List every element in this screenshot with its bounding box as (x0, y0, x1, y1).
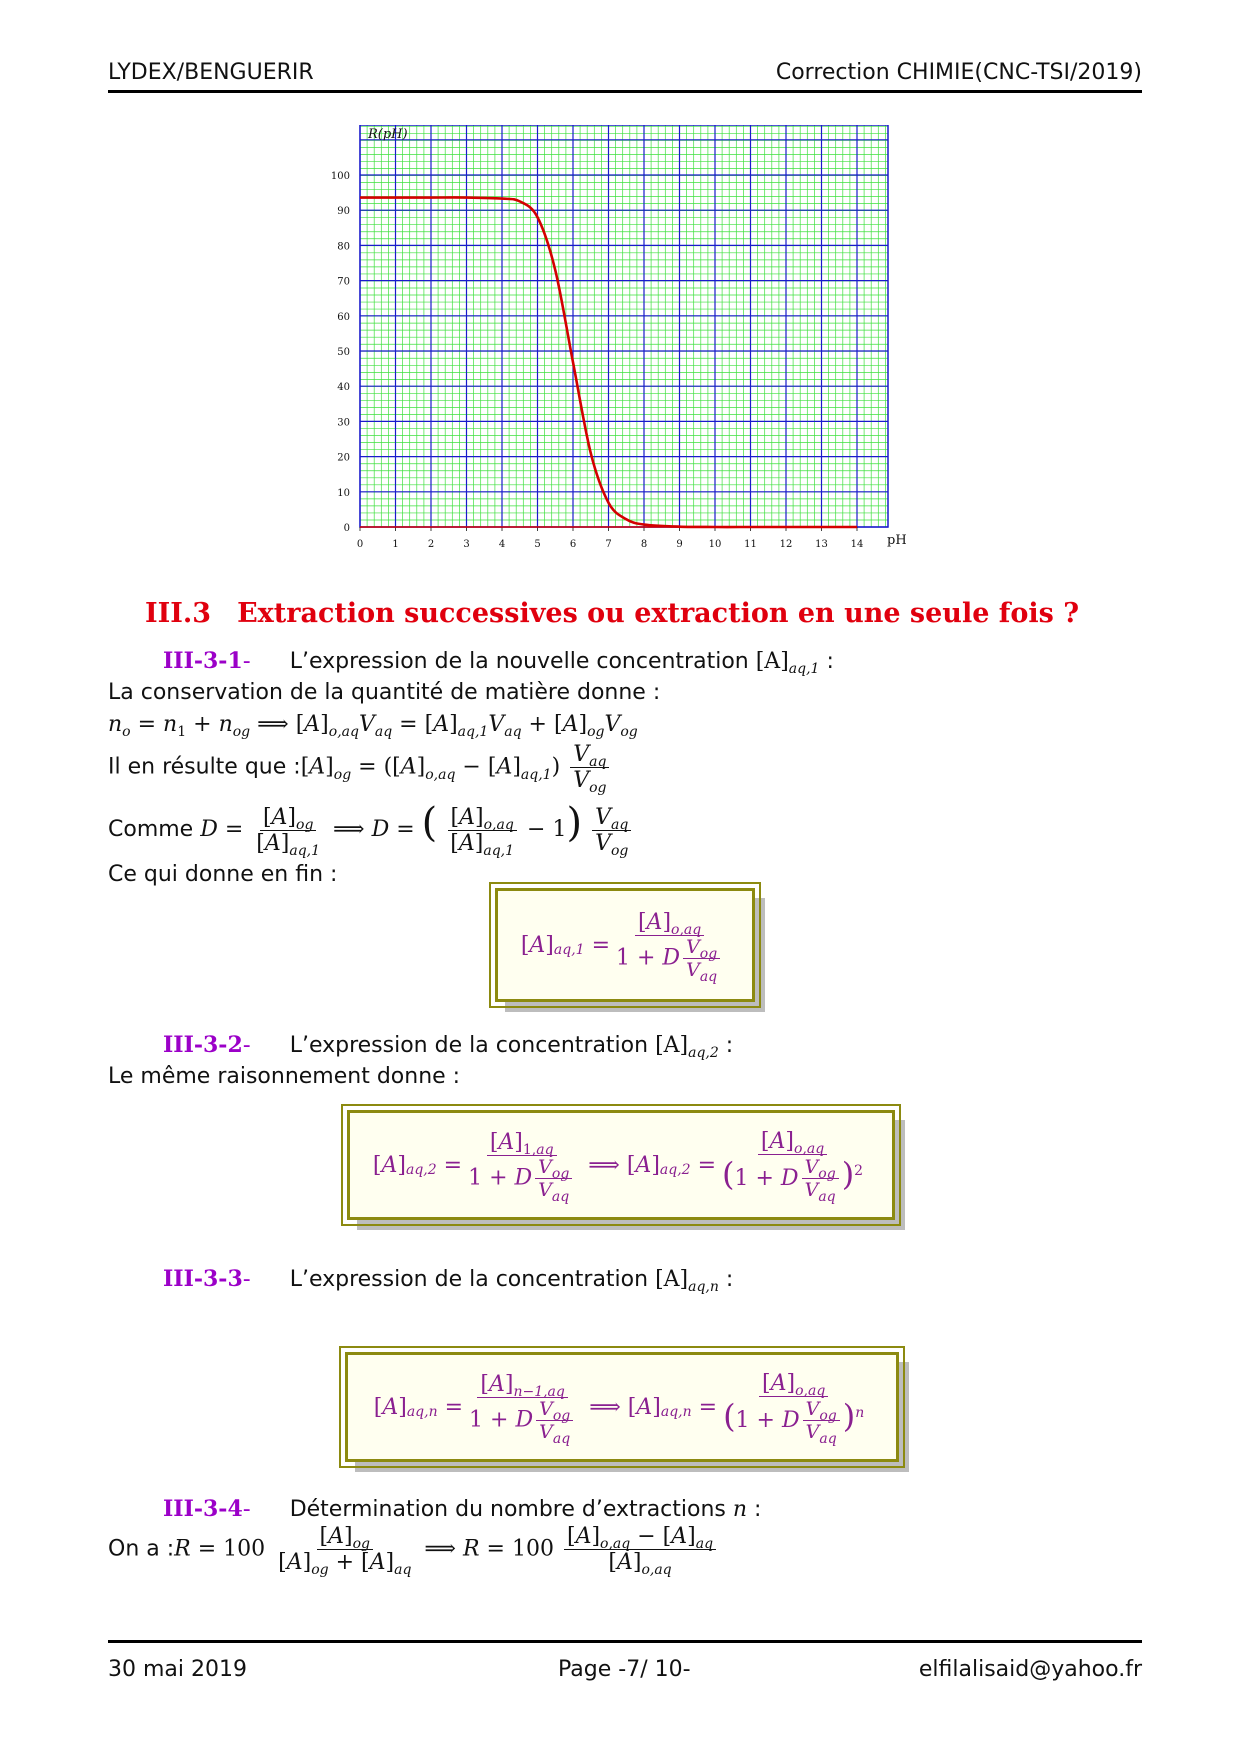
x-tick-label: 10 (708, 539, 722, 550)
x-tick-label: 5 (534, 539, 541, 550)
equation-R: On a :R = 100 $\frac{[A]_{og}}{[A]_{og} + [A]_{aq}}$ ⟹ R = 100 $\frac{[A]_{o,aq} - [A]_{aq}}{[A]_{o,aq}}$ (108, 1524, 719, 1575)
x-axis-label: pH (887, 533, 907, 548)
question-3-4: III-3-4- Détermination du nombre d’extractions n : (163, 1496, 762, 1522)
question-title: Détermination du nombre d’extractions (289, 1497, 726, 1522)
y-tick-label: 80 (337, 241, 350, 253)
plot-background (360, 125, 888, 527)
section-text: Extraction successives ou extraction en une seule fois ? (237, 598, 1080, 629)
y-tick-label: 10 (337, 487, 350, 499)
y-tick-label: 20 (337, 452, 350, 464)
question-title: L’expression de la nouvelle concentration (289, 649, 749, 674)
question-id: III-3-3 (163, 1266, 243, 1292)
text-conservation: La conservation de la quantité de matière donne : (108, 680, 661, 705)
x-tick-label: 14 (850, 539, 864, 550)
y-tick-label: 100 (330, 171, 350, 182)
question-3-1: III-3-1- L’expression de la nouvelle concentration $[A]_{aq,1}$ : (163, 648, 834, 677)
x-tick-label: 6 (569, 539, 577, 550)
x-tick-label: 3 (463, 539, 470, 550)
header-right: Correction CHIMIE(CNC-TSI/2019) (775, 60, 1142, 85)
x-tick-label: 11 (744, 539, 757, 550)
equation-conservation: $n_o = n_1 + n_{og}$ ⟹ $[A]_{o,aq}V_{aq} = [A]_{aq,1}V_{aq} + [A]_{og}V_{og}$ (108, 712, 638, 740)
section-title (145, 598, 1079, 629)
result-box-3: [ A ] aq,n = $[A]_{n-1,aq}$ 1 + D $\frac{V_{og}}{V_{aq}}$ ⟹ [ A ] aq,n = $[A]_{o,aq}$ (1 + D $\frac{V_{og}}{V_{aq}}$ )$^n$ (345, 1352, 899, 1462)
y-tick-label: 60 (337, 311, 350, 323)
y-axis-label: R(pH) (368, 126, 408, 142)
result-box-1: [ A ] aq,1 = $[A]_{o,aq}$ 1 + D $\frac{V_{og}}{V_{aq}}$ (495, 888, 755, 1002)
x-tick-label: 7 (605, 539, 612, 550)
y-tick-label: 40 (337, 382, 350, 394)
x-tick-label: 2 (427, 539, 435, 550)
footer-page: Page -7/ 10- (558, 1657, 691, 1682)
question-id: III-3-2 (163, 1032, 243, 1058)
footer-date: 30 mai 2019 (108, 1657, 247, 1682)
question-title: L’expression de la concentration (289, 1033, 649, 1058)
text-finally: Ce qui donne en fin : (108, 862, 338, 887)
extraction-chart (318, 125, 918, 555)
x-tick-label: 8 (640, 539, 648, 550)
x-tick-label: 0 (356, 539, 364, 550)
y-tick-label: 30 (337, 417, 350, 429)
x-tick-label: 1 (392, 539, 399, 550)
y-tick-label: 70 (337, 276, 350, 288)
x-tick-label: 12 (779, 539, 793, 550)
header-left: LYDEX/BENGUERIR (108, 60, 314, 85)
question-3-2: III-3-2- L’expression de la concentration $[A]_{aq,2}$ : (163, 1032, 734, 1061)
page-header (108, 60, 1142, 93)
y-tick-label: 50 (337, 347, 350, 358)
x-tick-label: 4 (498, 539, 506, 550)
text-same-reasoning: Le même raisonnement donne : (108, 1064, 461, 1089)
equation-D: Comme D = $\frac{[A]_{og}}{[A]_{aq,1}}$ ⟹ D = ( $\frac{[A]_{o,aq}}{[A]_{aq,1}}$ − 1) $\frac{V_{aq}}{V_{og}}$ (108, 800, 634, 856)
footer-email: elfilalisaid@yahoo.fr (918, 1657, 1142, 1682)
page-footer (108, 1640, 1142, 1682)
question-id: III-3-4 (163, 1496, 243, 1522)
y-tick-label: 90 (337, 206, 350, 218)
x-tick-label: 13 (815, 539, 828, 550)
question-title: L’expression de la concentration (289, 1267, 649, 1292)
question-3-3: III-3-3- L’expression de la concentration $[A]_{aq,n}$ : (163, 1266, 734, 1295)
result-box-2: [ A ] aq,2 = $[A]_{1,aq}$ 1 + D $\frac{V_{og}}{V_{aq}}$ ⟹ [ A ] aq,2 = $[A]_{o,aq}$ (1 + D $\frac{V_{og}}{V_{aq}}$ )$^2$ (347, 1110, 895, 1220)
y-tick-label: 0 (343, 523, 350, 534)
equation-result: Il en résulte que $:[A]_{og} = ([A]_{o,aq} - [A]_{aq,1})$ $\frac{V_{aq}}{V_{og}}$ (108, 742, 612, 793)
section-number: III.3 (145, 598, 212, 629)
question-id: III-3-1 (163, 648, 243, 674)
x-tick-label: 9 (676, 539, 683, 550)
